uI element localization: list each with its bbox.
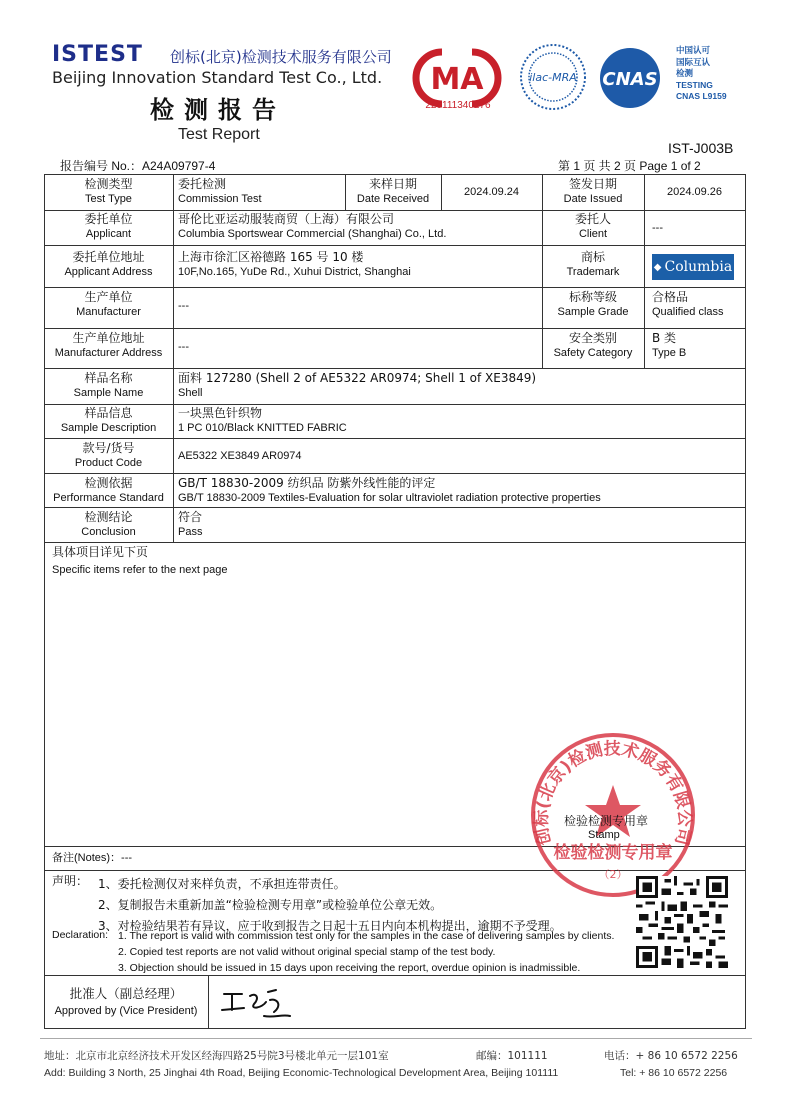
footer-divider	[40, 1038, 752, 1039]
svg-text:检验检测专用章: 检验检测专用章	[553, 843, 673, 863]
manufacturer-address-label: 生产单位地址 Manufacturer Address	[54, 331, 163, 359]
manufacturer-address-value: ---	[178, 341, 189, 353]
footer-tel-cn: 电话：+ 86 10 6572 2256	[604, 1050, 738, 1062]
sample-name-value: 面料 127280 (Shell 2 of AE5322 AR0974; Shell 1 of XE3849) Shell	[178, 371, 537, 399]
product-code-value: AE5322 XE3849 AR0974	[178, 450, 302, 462]
test-type-value: 委托检测 Commission Test	[178, 177, 262, 205]
columbia-diamond-icon: ◆	[653, 261, 662, 273]
sample-description-value: 一块黑色针织物 1 PC 010/Black KNITTED FABRIC	[178, 406, 347, 434]
safety-category-value: B 类 Type B	[652, 331, 687, 359]
company-logo: ISTEST	[52, 42, 143, 67]
manufacturer-label: 生产单位 Manufacturer	[76, 290, 141, 318]
product-code-label: 款号/货号 Product Code	[74, 441, 143, 469]
stamp-label-en: Stamp	[588, 829, 620, 841]
declaration-label: Declaration:	[52, 929, 109, 941]
applicant-address-value: 上海市徐汇区裕德路 165 号 10 楼 10F,No.165, YuDe Rd., Xuhui District, Shanghai	[178, 250, 411, 278]
sample-description-label: 样品信息 Sample Description	[60, 406, 157, 434]
performance-standard-value: GB/T 18830-2009 纺织品 防紫外线性能的评定 GB/T 18830-2009 Textiles-Evaluation for solar ultraviolet radiation protective properties	[178, 476, 601, 504]
footer-postcode: 邮编：101111	[476, 1050, 548, 1062]
date-issued-value: 2024.09.26	[666, 186, 723, 198]
cnas-accreditation-text: 中国认可 国际互认 检测 TESTING CNAS L9159	[676, 45, 727, 101]
report-number: 报告编号 No.：A24A09797-4	[60, 159, 216, 173]
columbia-trademark-logo: ◆ Columbia	[652, 254, 734, 280]
signature-icon	[220, 982, 292, 1022]
date-issued-label: 签发日期 Date Issued	[563, 177, 623, 205]
page-info: 第 1 页 共 2 页 Page 1 of 2	[558, 159, 701, 173]
svg-text:创标(北京)检测技术服务有限公司: 创标(北京)检测技术服务有限公司	[531, 739, 695, 847]
form-code: IST-J003B	[668, 140, 734, 156]
company-name-cn: 创标(北京)检测技术服务有限公司	[170, 48, 392, 66]
ilac-mra-logo	[518, 42, 588, 112]
notes: 备注(Notes)：---	[52, 852, 133, 864]
sample-name-label: 样品名称 Sample Name	[73, 371, 144, 399]
svg-text:（2）: （2）	[598, 868, 628, 881]
approver-label: 批准人（副总经理） Approved by (Vice President)	[54, 986, 198, 1017]
client-label: 委托人 Client	[574, 212, 611, 240]
report-title-cn: 检测报告	[150, 95, 286, 124]
declaration-items: 1. The report is valid with commission test only for the samples in the case of delivering samples by clients. 2. Copied test reports are not valid without original special stamp of the test body. 3. Objection should be issued in 15 days upon receiving the report, overdue opinion is inadmissible.	[118, 930, 615, 974]
footer-tel-en: Tel: + 86 10 6572 2256	[620, 1067, 728, 1079]
sample-grade-label: 标称等级 Sample Grade	[557, 290, 629, 318]
stamp-label-cn: 检验检测专用章	[564, 814, 649, 828]
client-value: ---	[652, 222, 663, 234]
applicant-label: 委托单位 Applicant	[84, 212, 133, 240]
cma-number: 220111340276	[425, 100, 491, 111]
conclusion-label: 检测结论 Conclusion	[81, 510, 136, 538]
safety-category-label: 安全类别 Safety Category	[553, 331, 633, 359]
applicant-address-label: 委托单位地址 Applicant Address	[64, 250, 153, 278]
performance-standard-label: 检测依据 Performance Standard	[53, 476, 164, 504]
svg-text:CNAS: CNAS	[602, 69, 658, 90]
date-received-value: 2024.09.24	[463, 186, 520, 198]
applicant-value: 哥伦比亚运动服装商贸（上海）有限公司 Columbia Sportswear Commercial (Shanghai) Co., Ltd.	[178, 212, 447, 240]
sample-grade-value: 合格品 Qualified class	[652, 290, 724, 318]
company-name-en: Beijing Innovation Standard Test Co., Ltd.	[52, 68, 383, 87]
footer-address-en: Add: Building 3 North, 25 Jinghai 4th Road, Beijing Economic-Technological Development Area, Beijing 101111	[44, 1067, 559, 1079]
cnas-logo	[592, 46, 668, 110]
details-note: 具体项目详见下页 Specific items refer to the next page	[52, 545, 228, 576]
date-received-label: 来样日期 Date Received	[356, 177, 430, 205]
footer-address-cn: 地址：北京市北京经济技术开发区经海四路25号院3号楼北单元一层101室	[44, 1050, 389, 1062]
svg-text:ilac-MRA: ilac-MRA	[529, 71, 577, 84]
trademark-label: 商标 Trademark	[566, 250, 620, 278]
statement-label-cn: 声明：	[52, 874, 89, 888]
qr-code-icon	[636, 876, 728, 968]
test-type-label: 检测类型 Test Type	[84, 177, 133, 205]
report-title-en: Test Report	[178, 126, 260, 143]
conclusion-value: 符合 Pass	[178, 510, 203, 538]
svg-text:MA: MA	[430, 62, 484, 97]
manufacturer-value: ---	[178, 300, 189, 312]
statement-items-cn: 1、委托检测仅对来样负责，不承担连带责任。 2、复制报告未重新加盖“检验检测专用章”或检验单位公章无效。 3、对检验结果若有异议，应于收到报告之日起十五日内向本机构提出，逾期不予受理。	[98, 877, 562, 933]
